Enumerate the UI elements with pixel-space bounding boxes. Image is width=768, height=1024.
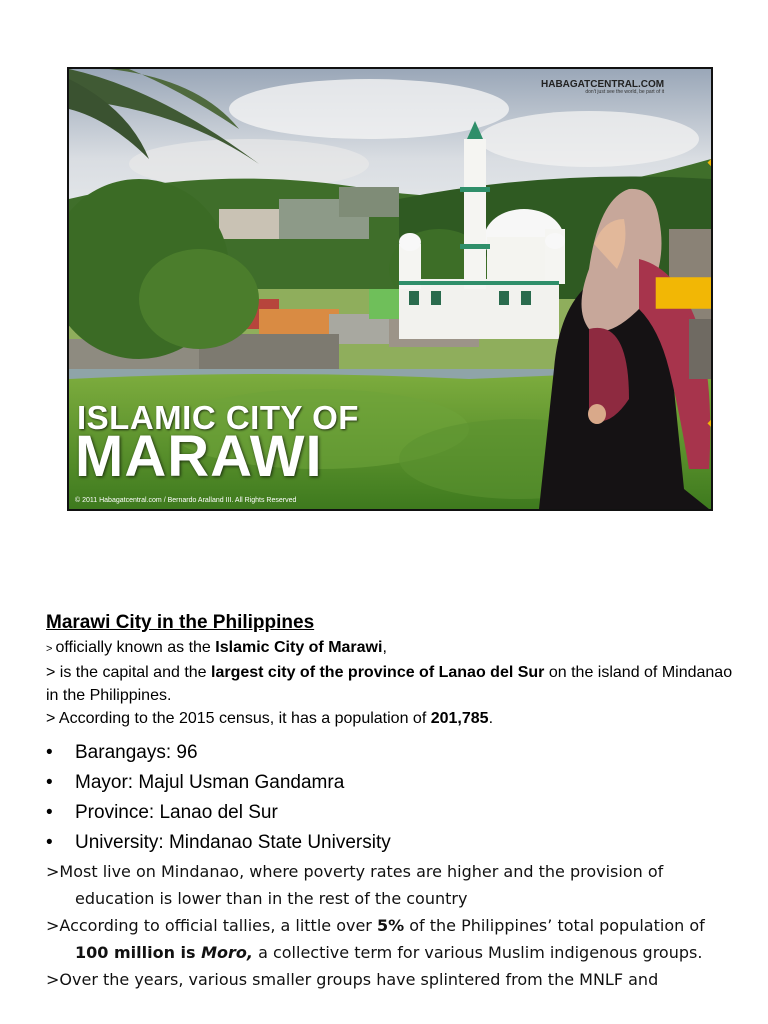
bullet-icon: •	[46, 772, 53, 793]
intro-line-3-prefix: > According to the 2015 census, it has a population of	[46, 710, 431, 727]
intro-line-1	[46, 636, 736, 661]
section-heading: Marawi City in the Philippines	[46, 612, 315, 633]
list-item	[46, 828, 736, 858]
list-item	[46, 798, 736, 828]
intro-line-1-prefix: >	[46, 643, 56, 655]
intro-line-1-text: officially known as the	[55, 639, 216, 656]
para2-e: Moro,	[201, 943, 253, 962]
paragraph-splinter-groups: >Over the years, various smaller groups have splintered from the MNLF and	[46, 970, 659, 989]
list-item	[46, 738, 736, 768]
habagatcentral-watermark	[539, 73, 664, 101]
watermark-name: HABAGATCENTRAL.COM	[541, 78, 665, 90]
marawi-photo	[67, 67, 713, 511]
list-item-text: Mayor: Majul Usman Gandamra	[75, 772, 345, 793]
paragraph-poverty: >Most live on Mindanao, where poverty rates are higher and the provision of education is lower than in the rest of the country	[46, 862, 664, 908]
bullet-icon: •	[46, 832, 53, 853]
paragraph-population	[46, 912, 736, 966]
photo-title-line2: MARAWI	[75, 424, 323, 489]
intro-line-2-bold: largest city of the province of Lanao del Sur	[211, 664, 545, 681]
para2-d: 100 million is	[75, 943, 202, 962]
para2-f: a collective term for various Muslim indigenous groups.	[252, 943, 703, 962]
bullet-icon: •	[46, 742, 53, 763]
para2-a: >According to official tallies, a little over	[46, 916, 377, 935]
intro-line-2	[46, 661, 736, 707]
list-item-text: Barangays: 96	[75, 742, 198, 763]
intro-line-3-bold: 201,785	[430, 710, 489, 727]
bullet-icon: •	[46, 802, 53, 823]
para2-b: 5%	[376, 916, 405, 935]
list-item	[46, 768, 736, 798]
intro-line-2-prefix: > is the capital and the	[46, 664, 211, 681]
watermark-tagline: don't just see the world, be part of it	[585, 88, 665, 95]
intro-line-1-bold: Islamic City of Marawi	[215, 639, 383, 656]
facts-list	[46, 738, 736, 858]
slide-content	[46, 612, 736, 993]
intro-line-2-suffix: on the island of Mindanao in the Philippines.	[46, 664, 733, 704]
list-item-text: Province: Lanao del Sur	[75, 802, 278, 823]
intro-line-1-suffix: ,	[382, 639, 387, 656]
intro-line-3	[46, 707, 736, 730]
intro-line-3-suffix: .	[488, 710, 494, 727]
para2-c: of the Philippines’ total population of	[404, 916, 705, 935]
sun-logo-icon	[539, 73, 713, 511]
photo-copyright: © 2011 Habagatcentral.com / Bernardo Aralland III. All Rights Reserved	[75, 497, 297, 504]
photo-title-line1: ISLAMIC CITY OF	[77, 399, 359, 436]
list-item-text: University: Mindanao State University	[75, 832, 391, 853]
